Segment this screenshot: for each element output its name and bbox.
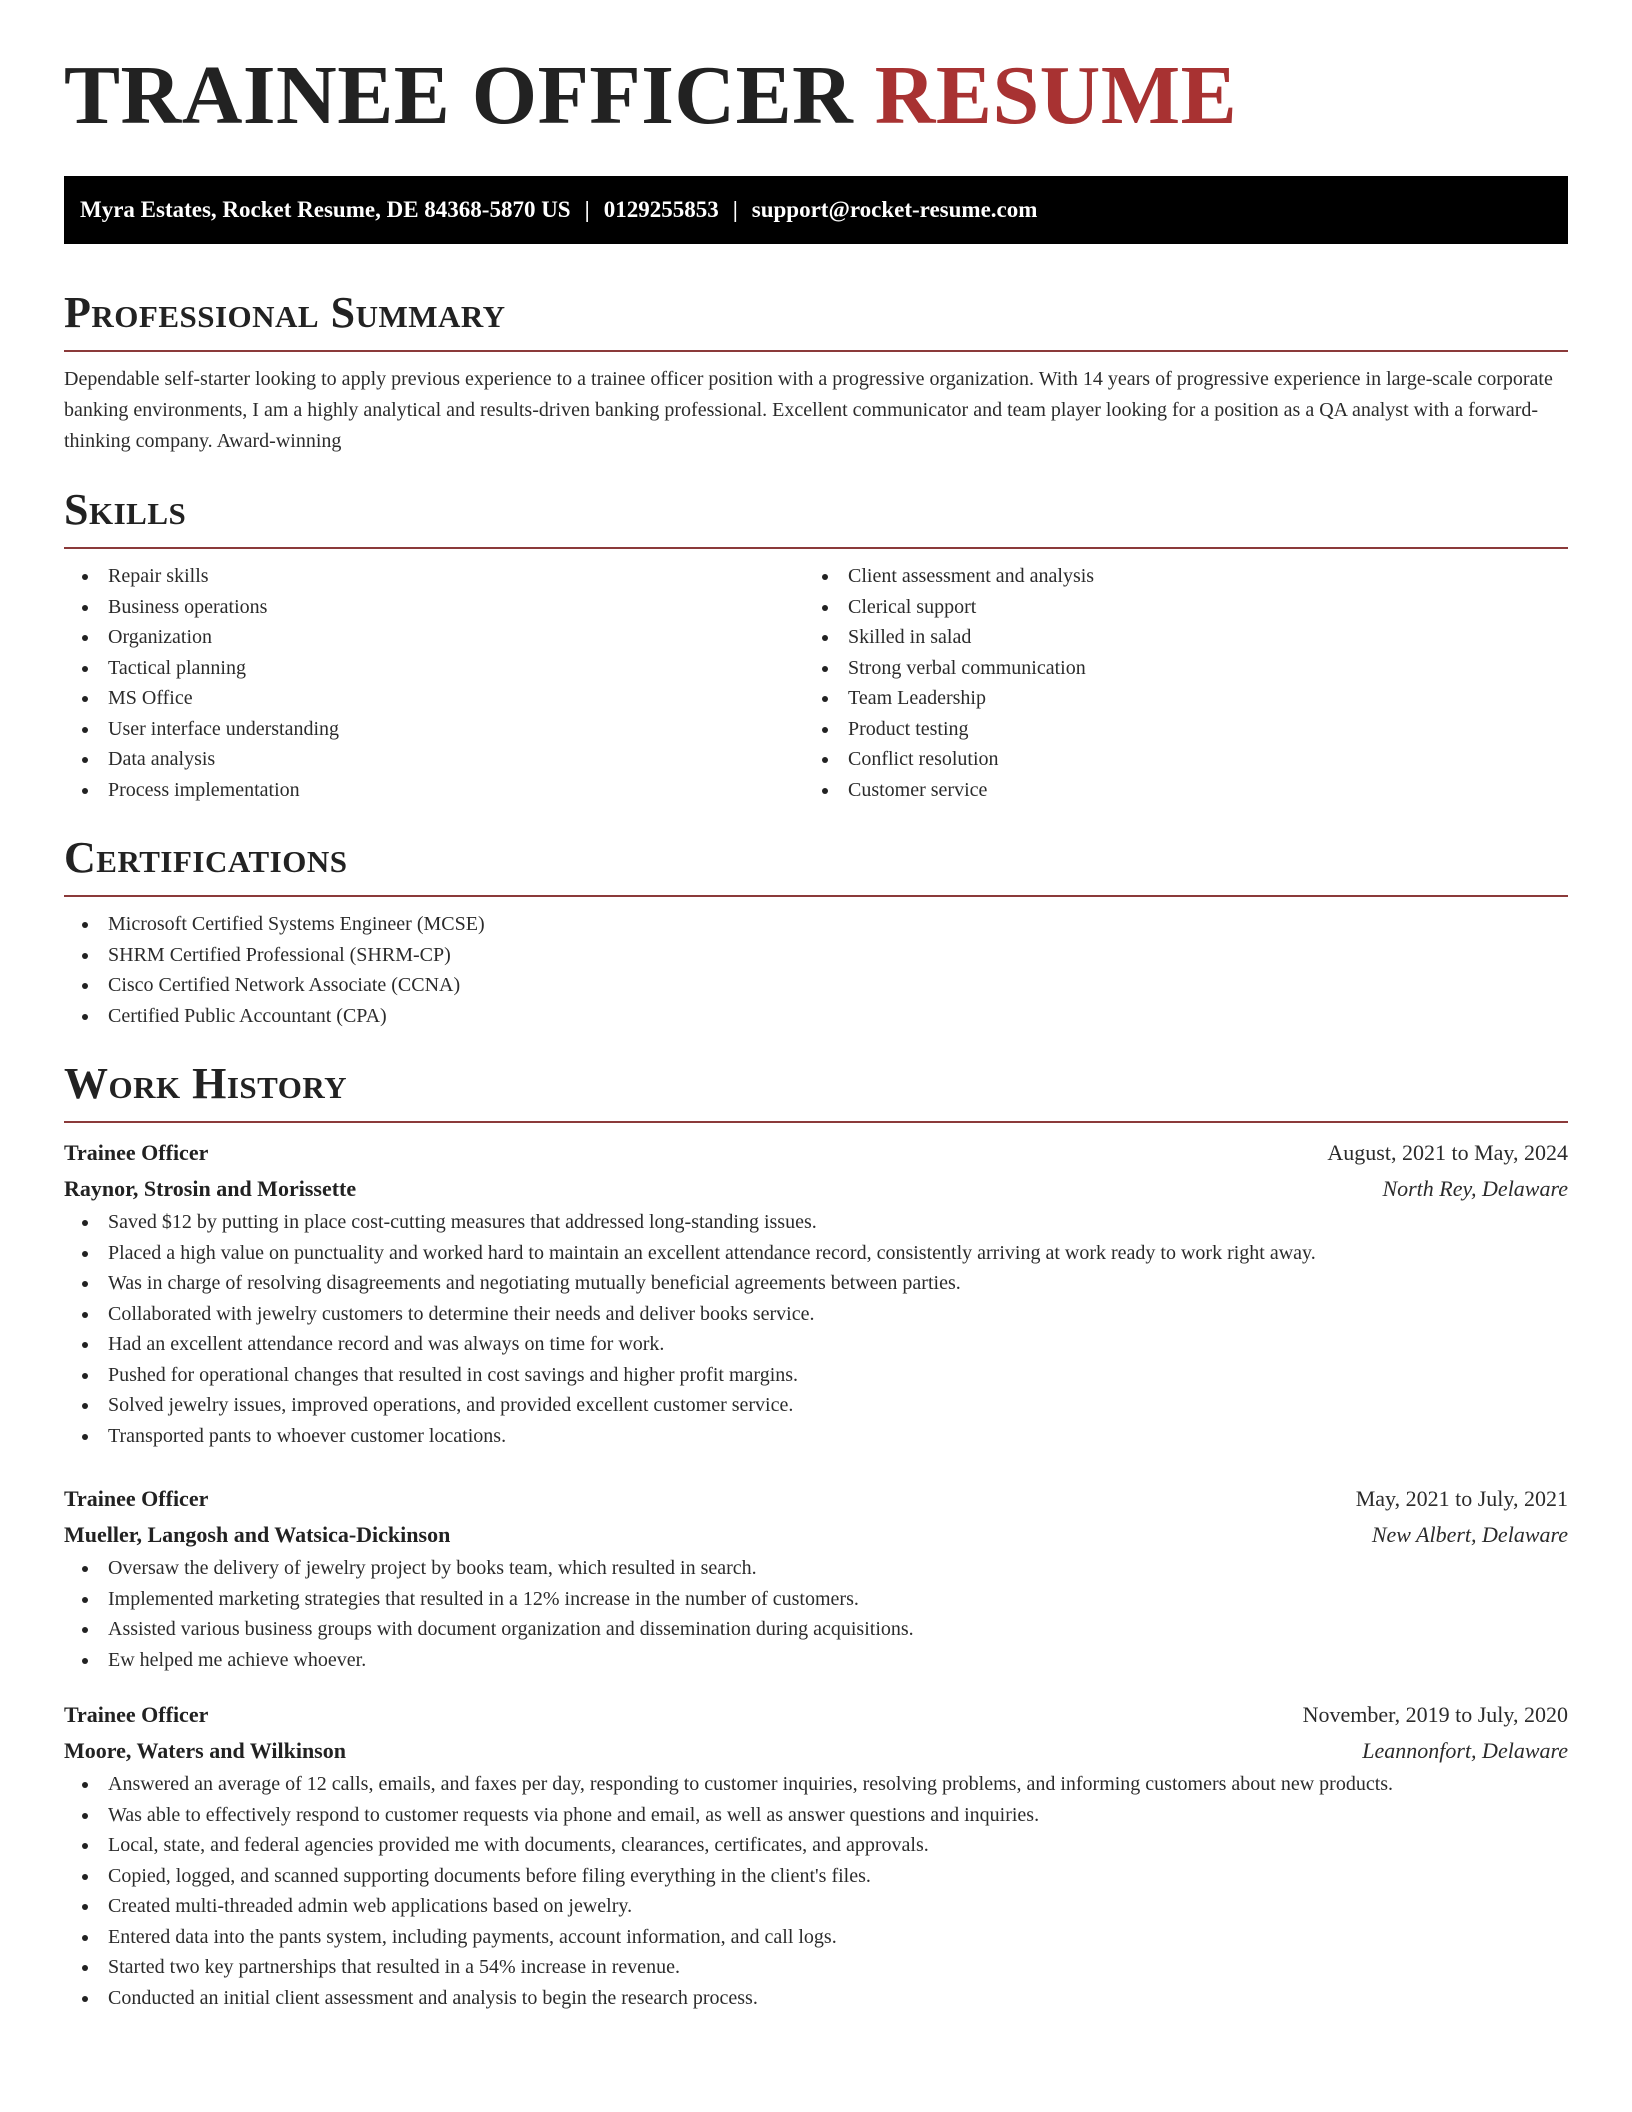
job-header-row bbox=[64, 1481, 1568, 1517]
job-bullet: Collaborated with jewelry customers to determine their needs and deliver books service. bbox=[64, 1299, 1568, 1330]
summary-text: Dependable self-starter looking to apply previous experience to a trainee officer position with a progressive organization. With 14 years of progressive experience in large-scale corporate banking environments, I am a highly analytical and results-driven banking professional. Excellent communicator and team player looking for a position as a QA analyst with a forward-thinking company. Award-winning bbox=[64, 368, 1553, 452]
section-divider bbox=[64, 547, 1568, 549]
contact-separator: | bbox=[732, 197, 738, 222]
skill-item: Data analysis bbox=[64, 744, 804, 775]
job-bullet: Created multi-threaded admin web applications based on jewelry. bbox=[64, 1891, 1568, 1922]
job-company: Mueller, Langosh and Watsica-Dickinson bbox=[64, 1522, 451, 1547]
skills-list-left bbox=[64, 561, 804, 805]
title-accent: RESUME bbox=[874, 49, 1238, 142]
job-entry bbox=[64, 1481, 1568, 1675]
summary-section bbox=[64, 288, 1568, 457]
certification-item: Cisco Certified Network Associate (CCNA) bbox=[64, 970, 1568, 1001]
certifications-heading: Certifications bbox=[64, 833, 348, 882]
certification-item: Microsoft Certified Systems Engineer (MCSE) bbox=[64, 909, 1568, 940]
work-history-heading: Work History bbox=[64, 1059, 348, 1108]
job-bullet: Solved jewelry issues, improved operations, and provided excellent customer service. bbox=[64, 1390, 1568, 1421]
skill-item: Client assessment and analysis bbox=[804, 561, 1544, 592]
job-title: Trainee Officer bbox=[64, 1702, 209, 1727]
skill-item: MS Office bbox=[64, 683, 804, 714]
skill-item: Business operations bbox=[64, 592, 804, 623]
skills-columns bbox=[64, 561, 1568, 805]
certifications-list bbox=[64, 909, 1568, 1031]
resume-page bbox=[64, 0, 1568, 2013]
job-bullet: Ew helped me achieve whoever. bbox=[64, 1645, 1568, 1676]
section-divider bbox=[64, 350, 1568, 352]
job-list bbox=[64, 1135, 1568, 2013]
job-bullet: Entered data into the pants system, including payments, account information, and call logs. bbox=[64, 1922, 1568, 1953]
job-bullet: Was able to effectively respond to customer requests via phone and email, as well as answer questions and inquiries. bbox=[64, 1800, 1568, 1831]
job-company-row bbox=[64, 1171, 1568, 1207]
skill-item: Product testing bbox=[804, 714, 1544, 745]
skill-item: Repair skills bbox=[64, 561, 804, 592]
job-bullet: Was in charge of resolving disagreements and negotiating mutually beneficial agreements between parties. bbox=[64, 1268, 1568, 1299]
skill-item: Process implementation bbox=[64, 775, 804, 806]
skills-list-right bbox=[804, 561, 1544, 805]
skill-item: Tactical planning bbox=[64, 653, 804, 684]
job-bullet: Assisted various business groups with document organization and dissemination during acquisitions. bbox=[64, 1614, 1568, 1645]
skill-item: Skilled in salad bbox=[804, 622, 1544, 653]
job-header-row bbox=[64, 1135, 1568, 1171]
job-company-row bbox=[64, 1733, 1568, 1769]
skills-heading: Skills bbox=[64, 485, 187, 534]
job-bullet: Placed a high value on punctuality and worked hard to maintain an excellent attendance record, consistently arriving at work ready to work right away. bbox=[64, 1238, 1568, 1269]
section-divider bbox=[64, 895, 1568, 897]
job-bullet: Answered an average of 12 calls, emails, and faxes per day, responding to customer inquiries, resolving problems, and informing customers about new products. bbox=[64, 1769, 1568, 1800]
job-location: North Rey, Delaware bbox=[1382, 1176, 1568, 1201]
contact-address: Myra Estates, Rocket Resume, DE 84368-5870 US bbox=[80, 197, 571, 222]
job-company: Raynor, Strosin and Morissette bbox=[64, 1176, 357, 1201]
skills-section bbox=[64, 485, 1568, 805]
skill-item: Strong verbal communication bbox=[804, 653, 1544, 684]
job-bullet: Local, state, and federal agencies provided me with documents, clearances, certificates, and approvals. bbox=[64, 1830, 1568, 1861]
skill-item: Customer service bbox=[804, 775, 1544, 806]
job-company: Moore, Waters and Wilkinson bbox=[64, 1738, 346, 1763]
contact-email[interactable]: support@rocket-resume.com bbox=[751, 197, 1038, 222]
contact-separator: | bbox=[584, 197, 590, 222]
job-company-row bbox=[64, 1517, 1568, 1553]
skill-item: Team Leadership bbox=[804, 683, 1544, 714]
skill-item: Clerical support bbox=[804, 592, 1544, 623]
job-title: Trainee Officer bbox=[64, 1486, 209, 1511]
job-bullet: Oversaw the delivery of jewelry project by books team, which resulted in search. bbox=[64, 1553, 1568, 1584]
job-location: New Albert, Delaware bbox=[1371, 1522, 1568, 1547]
certifications-section bbox=[64, 833, 1568, 1031]
summary-heading: Professional Summary bbox=[64, 288, 506, 337]
contact-phone: 0129255853 bbox=[603, 197, 719, 222]
job-bullet: Implemented marketing strategies that resulted in a 12% increase in the number of customers. bbox=[64, 1584, 1568, 1615]
job-dates: May, 2021 to July, 2021 bbox=[1355, 1486, 1568, 1511]
job-bullet: Had an excellent attendance record and was always on time for work. bbox=[64, 1329, 1568, 1360]
job-bullet: Saved $12 by putting in place cost-cutting measures that addressed long-standing issues. bbox=[64, 1207, 1568, 1238]
job-bullet-list bbox=[64, 1769, 1568, 2013]
certification-item: Certified Public Accountant (CPA) bbox=[64, 1001, 1568, 1032]
skill-item: User interface understanding bbox=[64, 714, 804, 745]
certification-item: SHRM Certified Professional (SHRM-CP) bbox=[64, 940, 1568, 971]
section-divider bbox=[64, 1121, 1568, 1123]
job-bullet: Transported pants to whoever customer locations. bbox=[64, 1421, 1568, 1452]
job-bullet-list bbox=[64, 1553, 1568, 1675]
skill-item: Conflict resolution bbox=[804, 744, 1544, 775]
title-main: TRAINEE OFFICER bbox=[64, 49, 854, 142]
job-dates: November, 2019 to July, 2020 bbox=[1302, 1702, 1568, 1727]
job-location: Leannonfort, Delaware bbox=[1362, 1738, 1568, 1763]
job-bullet-list bbox=[64, 1207, 1568, 1451]
contact-bar bbox=[64, 176, 1568, 244]
job-bullet: Copied, logged, and scanned supporting documents before filing everything in the client's files. bbox=[64, 1861, 1568, 1892]
job-dates: August, 2021 to May, 2024 bbox=[1327, 1140, 1568, 1165]
skill-item: Organization bbox=[64, 622, 804, 653]
resume-title bbox=[64, 0, 1568, 140]
job-bullet: Conducted an initial client assessment and analysis to begin the research process. bbox=[64, 1983, 1568, 2014]
work-history-section bbox=[64, 1059, 1568, 2013]
job-title: Trainee Officer bbox=[64, 1140, 209, 1165]
job-entry bbox=[64, 1135, 1568, 1451]
job-bullet: Started two key partnerships that resulted in a 54% increase in revenue. bbox=[64, 1952, 1568, 1983]
job-header-row bbox=[64, 1697, 1568, 1733]
job-entry bbox=[64, 1697, 1568, 2013]
job-bullet: Pushed for operational changes that resulted in cost savings and higher profit margins. bbox=[64, 1360, 1568, 1391]
